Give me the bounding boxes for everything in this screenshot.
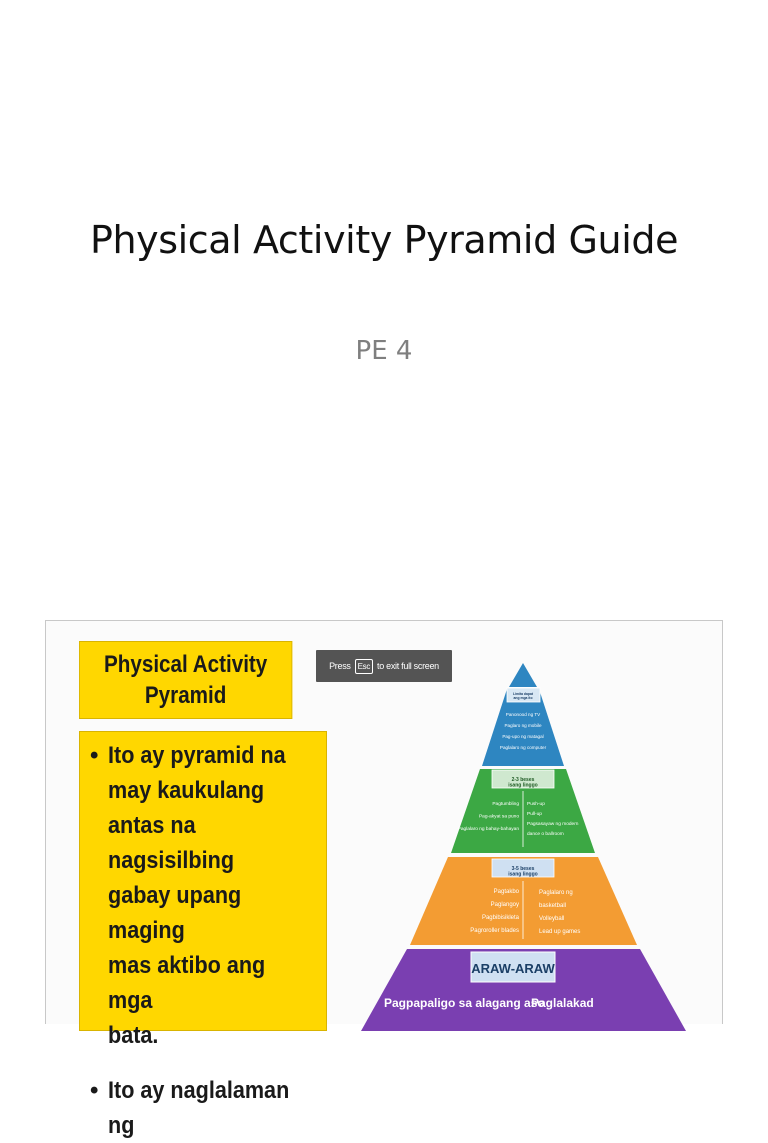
- top-tier-item: Pag-upo ng matagal: [502, 734, 544, 739]
- base-tier-item: Paglalakad: [531, 996, 594, 1010]
- embedded-slide-image: [45, 620, 723, 1139]
- third-tier-item: Lead up games: [539, 929, 581, 935]
- bullet-dot-icon: •: [90, 742, 99, 769]
- second-tier-item: Pull-up: [527, 812, 542, 817]
- third-tier-item: Paglalaro ng: [539, 890, 573, 896]
- second-tier-item: dance o ballroom: [527, 832, 564, 837]
- second-tier-item: Pagsasayaw ng modern: [527, 822, 579, 827]
- top-tier-item: Paglalaro ng computer: [499, 745, 547, 750]
- pyramid-tier-top: [509, 663, 537, 687]
- esc-key: Esc: [355, 659, 373, 674]
- top-tier-item: Panonood ng TV: [505, 712, 541, 717]
- base-tier-item: Pagpapaligo sa alagang aso: [384, 996, 545, 1010]
- third-tier-item: Paglangoy: [490, 902, 519, 908]
- top-tier-item: Paglaro ng mobile: [504, 723, 542, 728]
- label-line: isang linggo: [508, 871, 538, 878]
- second-tier-item: Paglalaro ng bahay-bahayan: [457, 827, 519, 832]
- label-line: Limita dapat: [513, 692, 533, 696]
- pyramid-heading: Physical Activity Pyramid: [103, 651, 268, 709]
- slide-title: Physical Activity Pyramid Guide: [89, 218, 679, 262]
- fullscreen-toast: [316, 650, 452, 682]
- third-tier-item: Volleyball: [539, 916, 565, 922]
- top-tier-label: [513, 692, 534, 700]
- second-tier-item: Pagtumbling: [492, 802, 519, 807]
- second-tier-item: Pag-akyat sa puno: [478, 814, 519, 820]
- second-tier-label: [508, 777, 537, 789]
- third-tier-item: Pagroroller blades: [470, 928, 519, 934]
- slide-subtitle: PE 4: [355, 336, 413, 366]
- bullet-item: [90, 1073, 318, 1143]
- bullet-text: Ito ay pyramid na may kaukulang antas na nagsisilbing gabay upang maging mas aktibo ang mga bata.: [108, 742, 286, 1049]
- base-tier-label: ARAW-ARAW: [471, 961, 555, 976]
- second-tier-item: Push-up: [527, 802, 545, 807]
- label-line: 3-5 beses: [511, 866, 535, 872]
- third-tier-item: basketball: [539, 903, 567, 909]
- label-line: isang linggo: [508, 782, 538, 789]
- third-tier-label: [508, 866, 537, 878]
- toast-suffix-text: to exit full screen: [377, 661, 439, 671]
- label-line: 2-3 beses: [511, 777, 535, 783]
- label-line: ang mga ito: [513, 696, 533, 701]
- third-tier-item: Pagbibisikleta: [481, 915, 519, 921]
- bullet-dot-icon: •: [90, 1077, 99, 1104]
- third-tier-item: Pagtakbo: [493, 889, 519, 895]
- toast-press-text: Press: [329, 661, 351, 671]
- bullet-text: Ito ay naglalaman ng: [108, 1077, 290, 1139]
